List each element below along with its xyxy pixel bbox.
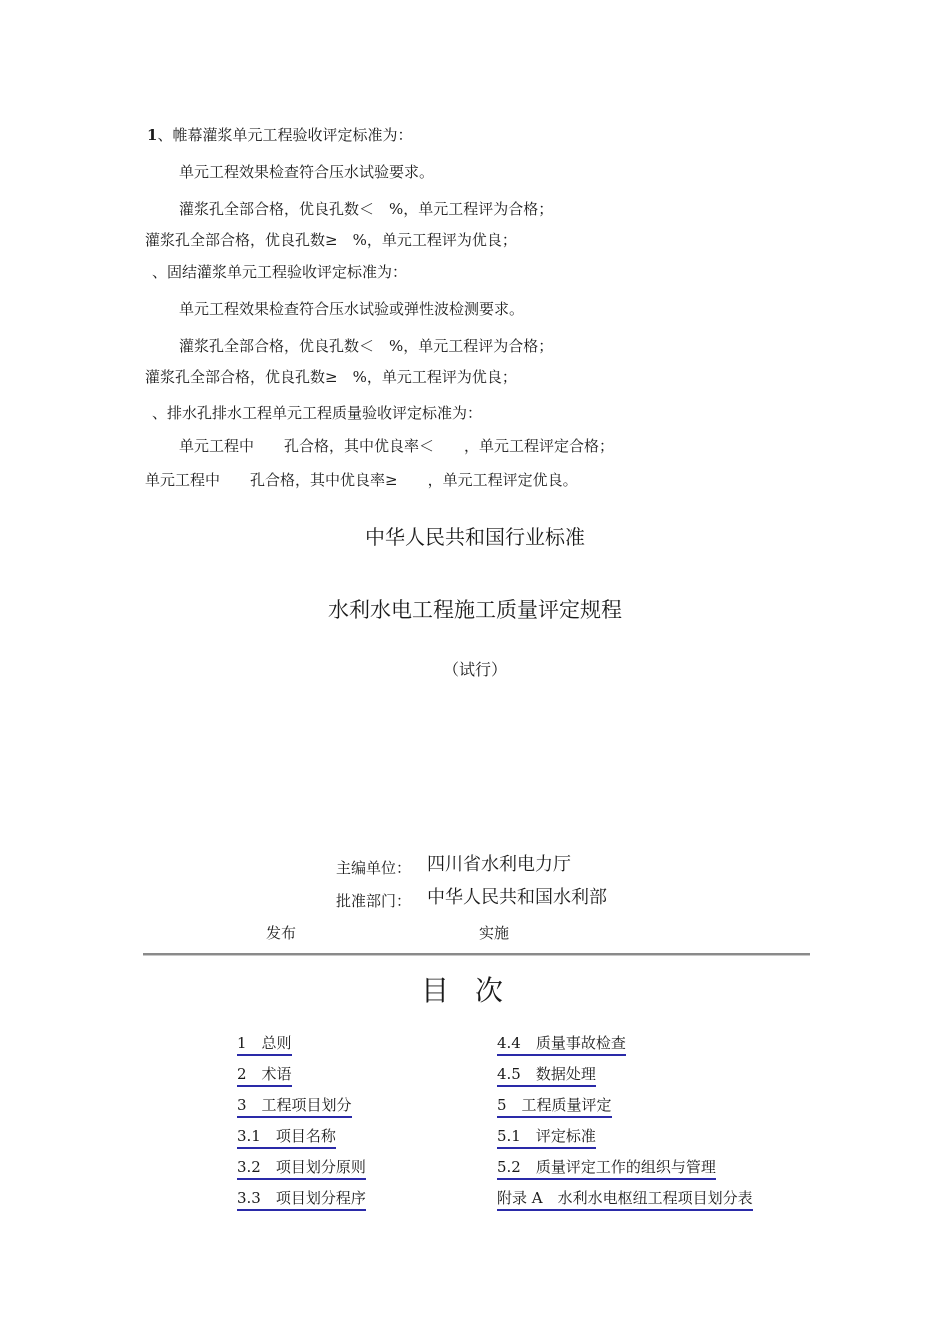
editor-label: 主编单位：: [336, 859, 412, 877]
section3-line1: 单元工程中 孔合格，其中优良率＜ ，单元工程评定合格；: [179, 437, 615, 455]
toc-link-general[interactable]: 1 总则: [237, 1033, 292, 1056]
section1-line2: 灌浆孔全部合格，优良孔数＜ %，单元工程评为合格；: [179, 200, 554, 218]
toc-link-appendix-a[interactable]: 附录 A 水利水电枢纽工程项目划分表: [497, 1188, 753, 1211]
toc-link-quality-evaluation[interactable]: 5 工程质量评定: [497, 1095, 612, 1118]
editor-value: 四川省水利电力厅: [427, 854, 571, 875]
toc-link-evaluation-standards[interactable]: 5.1 评定标准: [497, 1126, 596, 1149]
toc-link-data-processing[interactable]: 4.5 数据处理: [497, 1064, 596, 1087]
section2-line1: 单元工程效果检查符合压水试验或弹性波检测要求。: [179, 300, 525, 318]
section2-heading: 、固结灌浆单元工程验收评定标准为：: [152, 263, 408, 281]
toc-link-project-names[interactable]: 3.1 项目名称: [237, 1126, 336, 1149]
document-title: 水利水电工程施工质量评定规程: [328, 598, 622, 622]
toc-title: 目次: [420, 974, 529, 1007]
section1-number: 1: [147, 126, 158, 144]
divider-rule: [143, 953, 810, 956]
toc-link-project-division[interactable]: 3 工程项目划分: [237, 1095, 352, 1118]
trial-note: （试行）: [442, 660, 507, 679]
section1-heading-text: 、帷幕灌浆单元工程验收评定标准为：: [157, 126, 413, 144]
section3-line2: 单元工程中 孔合格，其中优良率≥ ，单元工程评定优良。: [145, 471, 578, 489]
section1-line3: 灌浆孔全部合格，优良孔数≥ %，单元工程评为优良；: [145, 231, 517, 249]
publish-label: 发布: [266, 924, 297, 942]
section2-line3: 灌浆孔全部合格，优良孔数≥ %，单元工程评为优良；: [145, 368, 517, 386]
section2-line2: 灌浆孔全部合格，优良孔数＜ %，单元工程评为合格；: [179, 337, 554, 355]
approver-label: 批准部门：: [336, 892, 412, 910]
toc-link-division-procedure[interactable]: 3.3 项目划分程序: [237, 1188, 366, 1211]
section3-heading: 、排水孔排水工程单元工程质量验收评定标准为：: [152, 404, 483, 422]
toc-link-evaluation-management[interactable]: 5.2 质量评定工作的组织与管理: [497, 1157, 716, 1180]
toc-link-division-principles[interactable]: 3.2 项目划分原则: [237, 1157, 366, 1180]
toc-link-accident-inspection[interactable]: 4.4 质量事故检查: [497, 1033, 626, 1056]
approver-value: 中华人民共和国水利部: [427, 887, 607, 908]
section1-heading: [147, 125, 412, 145]
toc-link-terms[interactable]: 2 术语: [237, 1064, 292, 1087]
section1-line1: 单元工程效果检查符合压水试验要求。: [179, 163, 435, 181]
implement-label: 实施: [479, 924, 510, 942]
standard-title: 中华人民共和国行业标准: [365, 525, 585, 549]
